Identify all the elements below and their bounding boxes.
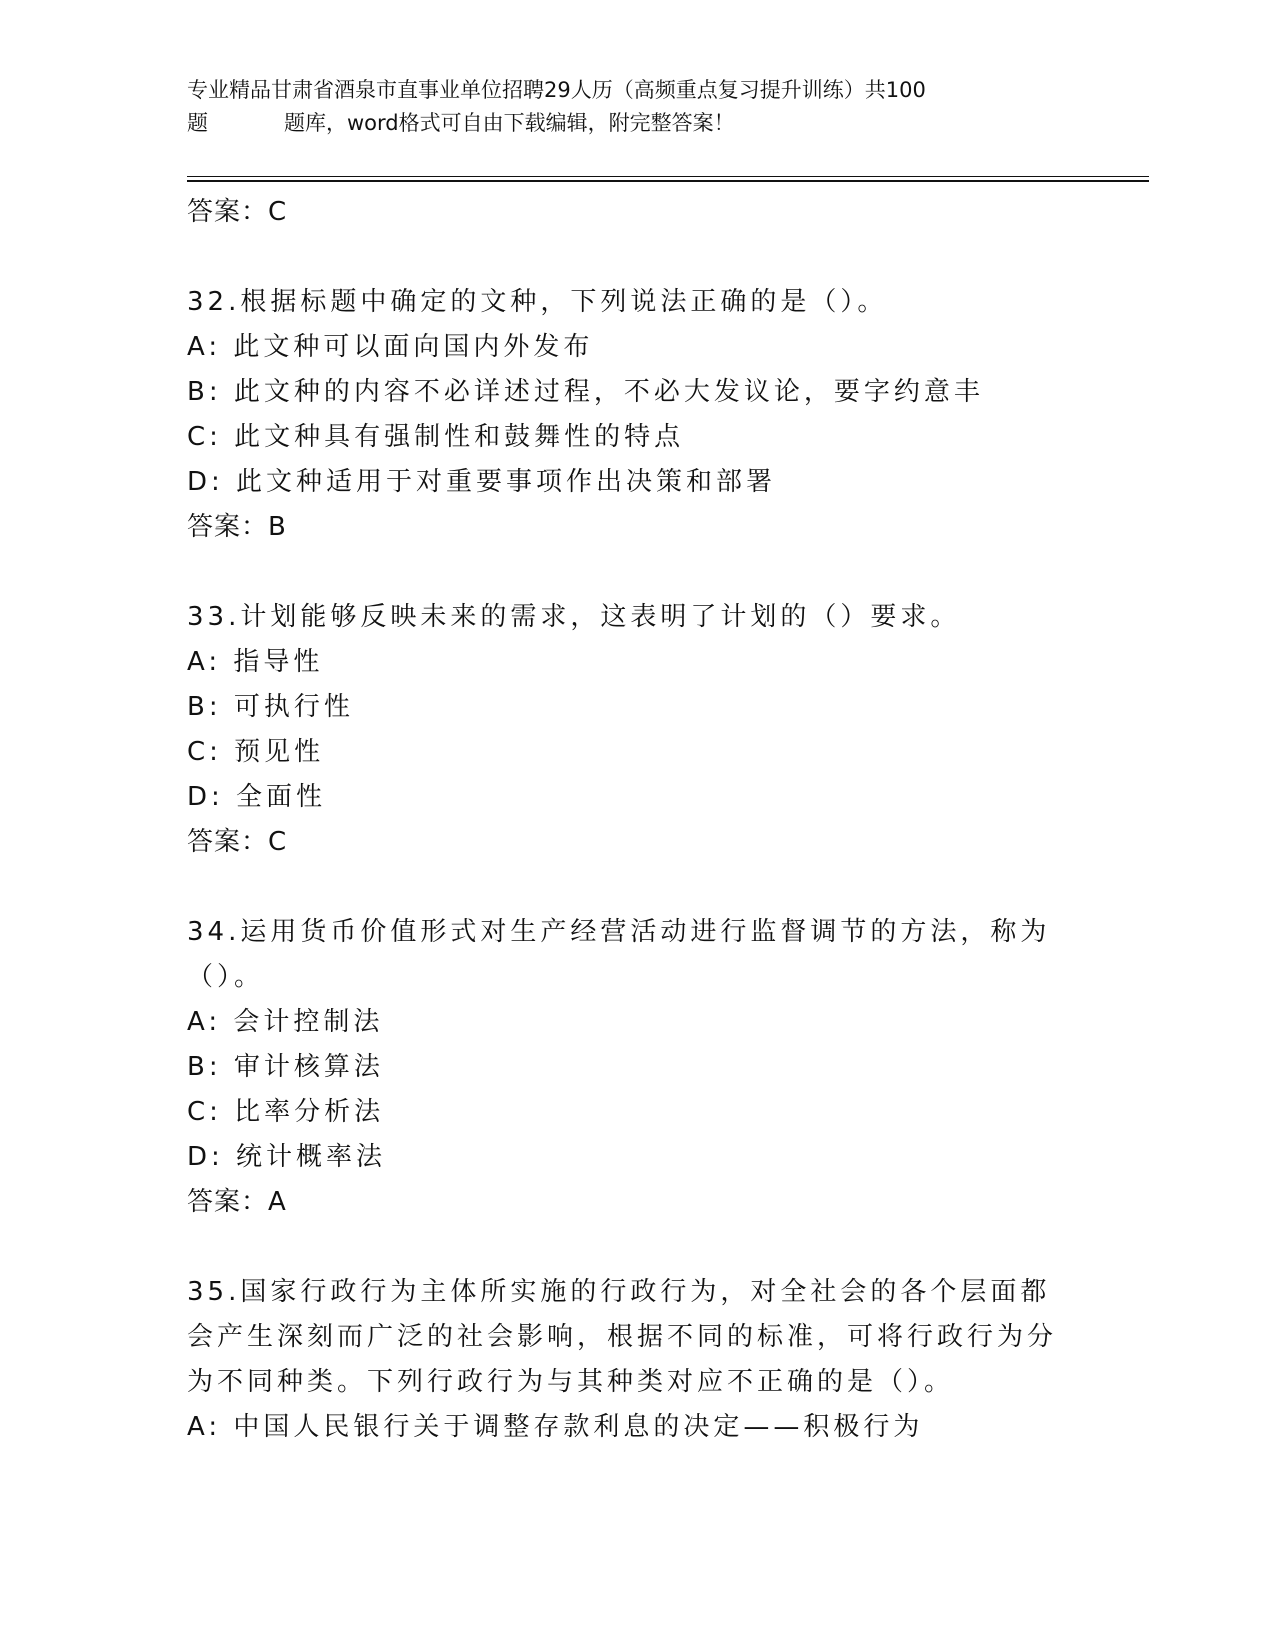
option-d: D: 此文种适用于对重要事项作出决策和部署	[187, 467, 777, 497]
option-a: A: 中国人民银行关于调整存款利息的决定——积极行为	[187, 1412, 924, 1442]
question-list	[187, 190, 1107, 1450]
option-b: B: 可执行性	[187, 692, 354, 722]
option-b: B: 此文种的内容不必详述过程，不必大发议论，要字约意丰	[187, 377, 984, 407]
header-title-line-2	[187, 107, 1087, 140]
option-a: A: 指导性	[187, 647, 324, 677]
page-header	[187, 74, 1087, 140]
answer-line: 答案：A	[187, 1187, 287, 1217]
header-title-line-2-left: 题	[187, 111, 208, 135]
option-c: C: 此文种具有强制性和鼓舞性的特点	[187, 422, 685, 452]
option-d: D: 统计概率法	[187, 1142, 387, 1172]
answer-line: 答案：C	[187, 827, 288, 857]
option-c: C: 预见性	[187, 737, 325, 767]
question-item	[187, 1270, 1107, 1450]
question-text: 35.国家行政行为主体所实施的行政行为，对全社会的各个层面都会产生深刻而广泛的社会影响，根据不同的标准，可将行政行为分为不同种类。下列行政行为与其种类对应不正确的是（）。	[187, 1277, 1058, 1397]
header-title-line-2-right: 题库，word格式可自由下载编辑，附完整答案！	[284, 111, 735, 135]
answer-line: 答案：B	[187, 512, 287, 542]
option-c: C: 比率分析法	[187, 1097, 385, 1127]
option-a: A: 会计控制法	[187, 1007, 384, 1037]
option-b: B: 审计核算法	[187, 1052, 384, 1082]
option-a: A: 此文种可以面向国内外发布	[187, 332, 594, 362]
question-item	[187, 595, 1107, 864]
question-text: 33.计划能够反映未来的需求，这表明了计划的（）要求。	[187, 602, 961, 632]
question-text: 34.运用货币价值形式对生产经营活动进行监督调节的方法，称为（）。	[187, 917, 1051, 992]
question-item	[187, 910, 1107, 1224]
header-divider-thin	[187, 176, 1149, 177]
question-item	[187, 280, 1107, 549]
header-title-line-1: 专业精品甘肃省酒泉市直事业单位招聘29人历（高频重点复习提升训练）共100	[187, 78, 926, 102]
option-d: D: 全面性	[187, 782, 327, 812]
header-divider-thick	[187, 180, 1149, 182]
question-text: 32.根据标题中确定的文种，下列说法正确的是（）。	[187, 287, 888, 317]
answer-line: 答案：C	[187, 197, 288, 227]
